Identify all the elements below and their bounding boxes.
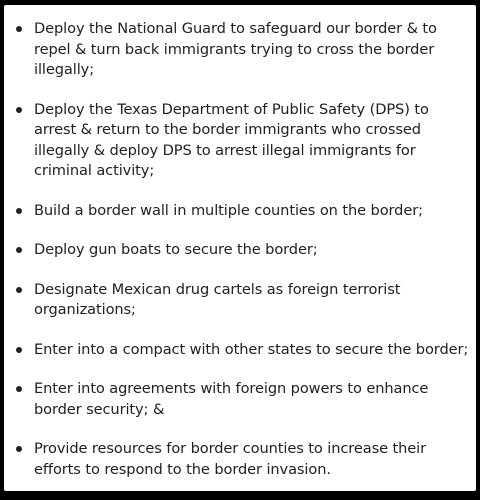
list-item-text: Enter into agreements with foreign powers to enhance border security; & [34, 380, 429, 418]
document-panel [4, 5, 476, 491]
bullet-dot-icon [16, 446, 22, 452]
list-item-text: Build a border wall in multiple counties on the border; [34, 201, 423, 219]
list-item [4, 100, 476, 182]
list-item [4, 379, 476, 420]
list-item [4, 439, 476, 480]
list-item-text: Designate Mexican drug cartels as foreign terrorist organizations; [34, 280, 401, 318]
list-item [4, 240, 476, 261]
list-item [4, 280, 476, 321]
bullet-list [4, 19, 476, 499]
list-item-text: Enter into a compact with other states to secure the border; [34, 340, 469, 358]
list-item-text: Deploy the Texas Department of Public Safety (DPS) to arrest & return to the border immigrants who crossed illegally & deploy DPS to arrest illegal immigrants for criminal activity; [34, 100, 429, 179]
bullet-dot-icon [16, 347, 22, 353]
bottom-edge-bar [0, 491, 480, 500]
list-item-text: Provide resources for border counties to increase their efforts to respond to the border invasion. [34, 440, 427, 478]
bullet-dot-icon [16, 26, 22, 32]
bullet-dot-icon [16, 386, 22, 392]
list-item-text: Deploy the National Guard to safeguard our border & to repel & turn back immigrants trying to cross the border illegally; [34, 20, 437, 78]
list-item [4, 19, 476, 81]
bullet-dot-icon [16, 287, 22, 293]
bullet-dot-icon [16, 247, 22, 253]
list-item [4, 340, 476, 361]
list-item-text: Deploy gun boats to secure the border; [34, 241, 318, 258]
bullet-dot-icon [16, 208, 22, 214]
list-item [4, 201, 476, 222]
bullet-dot-icon [16, 107, 22, 113]
